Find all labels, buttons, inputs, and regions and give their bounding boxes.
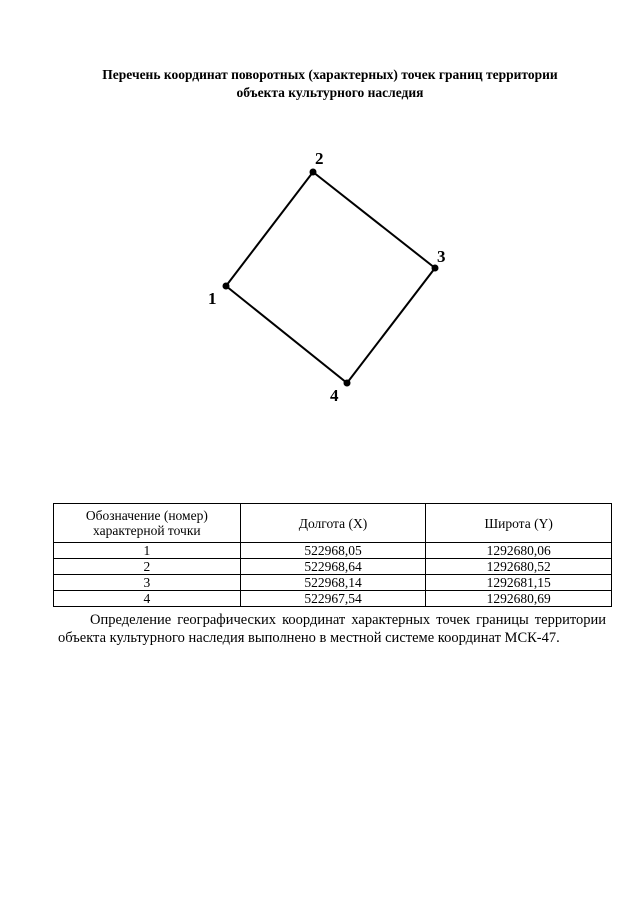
title-line-2: объекта культурного наследия [236, 85, 424, 100]
point-label-4: 4 [330, 386, 339, 405]
header-point-designation: Обозначение (номер) характерной точки [54, 504, 241, 543]
table-row [54, 559, 612, 575]
boundary-point-1 [223, 283, 230, 290]
longitude-value: 522968,64 [240, 559, 426, 575]
latitude-value: 1292680,52 [426, 559, 612, 575]
boundary-polygon [226, 172, 435, 383]
coordinate-system-note [58, 611, 606, 647]
longitude-value: 522967,54 [240, 591, 426, 607]
header-latitude: Широта (Y) [426, 504, 612, 543]
point-label-1: 1 [208, 289, 217, 308]
point-label-3: 3 [437, 247, 446, 266]
latitude-value: 1292680,06 [426, 543, 612, 559]
point-number: 4 [54, 591, 241, 607]
longitude-value: 522968,14 [240, 575, 426, 591]
table-header-row [54, 504, 612, 543]
note-paragraph: Определение географических координат характерных точек границы территории объекта культурного наследия выполнено в местной системе координат МСК-47. [58, 612, 606, 646]
table-row [54, 575, 612, 591]
table-row [54, 591, 612, 607]
boundary-point-2 [310, 169, 317, 176]
longitude-value: 522968,05 [240, 543, 426, 559]
header-longitude: Долгота (X) [240, 504, 426, 543]
point-number: 1 [54, 543, 241, 559]
point-label-2: 2 [315, 149, 324, 168]
coordinates-table [53, 503, 612, 607]
point-number: 2 [54, 559, 241, 575]
latitude-value: 1292680,69 [426, 591, 612, 607]
point-number: 3 [54, 575, 241, 591]
boundary-point-4 [344, 380, 351, 387]
table-row [54, 543, 612, 559]
title-line-1: Перечень координат поворотных (характерных) точек границ территории [102, 67, 558, 82]
latitude-value: 1292681,15 [426, 575, 612, 591]
